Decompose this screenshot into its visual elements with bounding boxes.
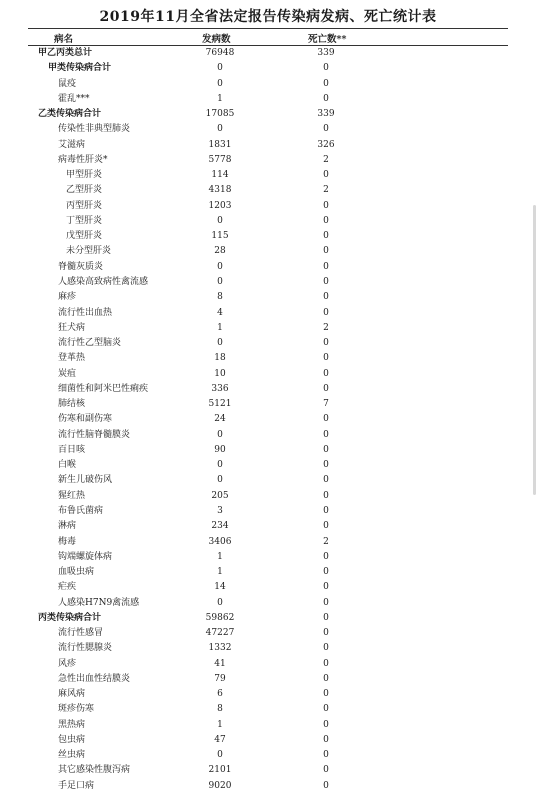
case-count: 14: [214, 582, 226, 593]
page-title: 2019年11月全省法定报告传染病发病、死亡统计表: [99, 9, 437, 25]
case-count: 8: [217, 292, 223, 303]
case-count: 3: [217, 505, 223, 516]
case-count: 114: [211, 170, 229, 181]
table-row: [28, 641, 508, 656]
death-count: 0: [323, 658, 329, 669]
case-count: 9020: [208, 780, 232, 791]
death-count: 0: [323, 78, 329, 89]
table-row: [28, 611, 508, 626]
disease-name: 疟疾: [58, 582, 77, 593]
disease-name: 淋病: [58, 521, 77, 532]
table-row: [28, 275, 508, 290]
table-row: [28, 657, 508, 672]
case-count: 0: [217, 276, 223, 287]
case-count: 76948: [205, 48, 235, 58]
table-row: [28, 138, 508, 153]
table-row: [28, 46, 508, 61]
disease-name: 登革热: [58, 353, 86, 364]
case-count: 205: [211, 490, 229, 501]
death-count: 0: [323, 170, 329, 181]
disease-name: 病毒性肝炎*: [58, 154, 108, 165]
disease-name: 人感染H7N9禽流感: [58, 597, 140, 608]
case-count: 5778: [208, 154, 232, 165]
table-row: [28, 748, 508, 763]
disease-name: 麻疹: [58, 292, 77, 303]
table-row: [28, 336, 508, 351]
case-count: 336: [211, 383, 229, 394]
death-count: 0: [323, 460, 329, 471]
table-body: [28, 46, 508, 794]
disease-name: 乙类传染病合计: [38, 109, 102, 120]
case-count: 1: [217, 322, 223, 333]
death-count: 0: [323, 215, 329, 226]
disease-name: 流行性乙型脑炎: [58, 338, 122, 349]
death-count: 0: [323, 521, 329, 532]
death-count: 326: [317, 139, 335, 150]
disease-name: 甲型肝炎: [66, 170, 103, 181]
case-count: 47: [214, 734, 226, 745]
scrollbar[interactable]: [533, 205, 536, 495]
disease-name: 血吸虫病: [58, 567, 95, 578]
death-count: 0: [323, 414, 329, 425]
table-row: [28, 306, 508, 321]
table-row: [28, 153, 508, 168]
table-row: [28, 321, 508, 336]
table-row: [28, 702, 508, 717]
disease-name: 肺结核: [58, 399, 86, 410]
table-row: [28, 550, 508, 565]
death-count: 0: [323, 582, 329, 593]
disease-name: 艾滋病: [58, 139, 86, 150]
death-count: 0: [323, 490, 329, 501]
disease-name: 梅毒: [58, 536, 77, 547]
table-row: [28, 443, 508, 458]
table-row: [28, 260, 508, 275]
death-count: 0: [323, 63, 329, 74]
table-row: [28, 244, 508, 259]
table-row: [28, 92, 508, 107]
case-count: 3406: [208, 536, 232, 547]
disease-name: 手足口病: [58, 780, 95, 791]
case-count: 1332: [208, 643, 232, 654]
case-count: 10: [214, 368, 226, 379]
case-count: 59862: [205, 612, 235, 623]
case-count: 6: [217, 689, 223, 700]
table-row: [28, 519, 508, 534]
table-row: [28, 397, 508, 412]
case-count: 0: [217, 63, 223, 74]
disease-name: 麻风病: [58, 689, 86, 700]
disease-name: 黑热病: [58, 719, 86, 730]
table-row: [28, 61, 508, 76]
table-row: [28, 122, 508, 137]
death-count: 0: [323, 353, 329, 364]
case-count: 2101: [208, 765, 232, 776]
death-count: 2: [323, 536, 329, 547]
case-count: 0: [217, 338, 223, 349]
death-count: 0: [323, 704, 329, 715]
disease-name: 猩红热: [58, 490, 86, 501]
death-count: 0: [323, 231, 329, 242]
case-count: 1: [217, 567, 223, 578]
death-count: 0: [323, 383, 329, 394]
disease-name: 细菌性和阿米巴性痢疾: [58, 383, 149, 394]
death-count: 0: [323, 261, 329, 272]
disease-name: 其它感染性腹泻病: [58, 765, 131, 776]
header-deaths: 死亡数**: [308, 34, 347, 45]
table-row: [28, 77, 508, 92]
death-count: 7: [323, 399, 329, 410]
case-count: 0: [217, 215, 223, 226]
disease-name: 传染性非典型肺炎: [58, 124, 131, 135]
table-row: [28, 489, 508, 504]
disease-name: 狂犬病: [58, 322, 86, 333]
death-count: 0: [323, 93, 329, 104]
death-count: 0: [323, 338, 329, 349]
case-count: 17085: [205, 109, 235, 120]
table-row: [28, 580, 508, 595]
death-count: 0: [323, 276, 329, 287]
disease-name: 流行性出血热: [58, 307, 113, 318]
table-row: [28, 290, 508, 305]
table-row: [28, 458, 508, 473]
death-count: 0: [323, 673, 329, 684]
disease-name: 脊髓灰质炎: [58, 261, 104, 272]
case-count: 1: [217, 719, 223, 730]
disease-name: 百日咳: [58, 444, 86, 455]
death-count: 0: [323, 429, 329, 440]
death-count: 0: [323, 750, 329, 761]
table-row: [28, 504, 508, 519]
death-count: 0: [323, 643, 329, 654]
death-count: 0: [323, 292, 329, 303]
table-row: [28, 535, 508, 550]
death-count: 0: [323, 780, 329, 791]
death-count: 0: [323, 505, 329, 516]
table-header: [28, 28, 508, 46]
case-count: 0: [217, 78, 223, 89]
death-count: 0: [323, 246, 329, 257]
case-count: 1: [217, 93, 223, 104]
disease-name: 人感染高致病性禽流感: [58, 276, 149, 287]
disease-name: 流行性脑脊髓膜炎: [58, 429, 131, 440]
death-count: 0: [323, 734, 329, 745]
disease-name: 丝虫病: [58, 750, 86, 761]
table-row: [28, 718, 508, 733]
disease-name: 未分型肝炎: [66, 246, 112, 257]
case-count: 47227: [205, 628, 235, 639]
disease-name: 伤寒和副伤寒: [58, 414, 113, 425]
table-row: [28, 229, 508, 244]
case-count: 234: [211, 521, 229, 532]
disease-name: 白喉: [58, 460, 77, 471]
table-row: [28, 763, 508, 778]
table-row: [28, 168, 508, 183]
case-count: 1: [217, 551, 223, 562]
case-count: 0: [217, 597, 223, 608]
case-count: 90: [214, 444, 226, 455]
table-row: [28, 107, 508, 122]
case-count: 4: [217, 307, 223, 318]
disease-name: 丙类传染病合计: [38, 612, 102, 623]
disease-name: 甲类传染病合计: [48, 63, 112, 74]
header-name: 病名: [54, 34, 74, 45]
disease-name: 乙型肝炎: [66, 185, 103, 196]
death-count: 0: [323, 307, 329, 318]
case-count: 0: [217, 460, 223, 471]
case-count: 0: [217, 124, 223, 135]
case-count: 115: [211, 231, 229, 242]
table-row: [28, 733, 508, 748]
death-count: 0: [323, 475, 329, 486]
disease-name: 流行性腮腺炎: [58, 643, 113, 654]
table-row: [28, 382, 508, 397]
disease-name: 鼠疫: [58, 78, 77, 89]
death-count: 0: [323, 444, 329, 455]
case-count: 4318: [208, 185, 232, 196]
table-row: [28, 351, 508, 366]
case-count: 0: [217, 475, 223, 486]
disease-name: 急性出血性结膜炎: [58, 673, 131, 684]
case-count: 28: [214, 246, 226, 257]
disease-name: 风疹: [58, 658, 77, 669]
table-row: [28, 428, 508, 443]
death-count: 0: [323, 628, 329, 639]
death-count: 2: [323, 154, 329, 165]
death-count: 339: [317, 109, 335, 120]
death-count: 339: [317, 48, 335, 58]
case-count: 1831: [208, 139, 232, 150]
disease-name: 戊型肝炎: [66, 231, 103, 242]
table-row: [28, 412, 508, 427]
case-count: 8: [217, 704, 223, 715]
death-count: 0: [323, 765, 329, 776]
case-count: 41: [214, 658, 226, 669]
death-count: 0: [323, 551, 329, 562]
case-count: 0: [217, 429, 223, 440]
disease-name: 流行性感冒: [58, 628, 104, 639]
disease-name: 布鲁氏菌病: [58, 505, 104, 516]
disease-name: 包虫病: [58, 734, 86, 745]
case-count: 24: [214, 414, 226, 425]
table-row: [28, 687, 508, 702]
death-count: 0: [323, 200, 329, 211]
table-row: [28, 596, 508, 611]
disease-name: 丁型肝炎: [66, 215, 103, 226]
table-row: [28, 626, 508, 641]
table-row: [28, 183, 508, 198]
disease-name: 甲乙丙类总计: [38, 48, 93, 58]
disease-name: 钩端螺旋体病: [58, 551, 113, 562]
death-count: 0: [323, 597, 329, 608]
header-cases: 发病数: [202, 34, 231, 45]
table-row: [28, 473, 508, 488]
death-count: 2: [323, 322, 329, 333]
case-count: 0: [217, 261, 223, 272]
death-count: 0: [323, 689, 329, 700]
table-row: [28, 367, 508, 382]
case-count: 1203: [208, 200, 232, 211]
death-count: 2: [323, 185, 329, 196]
death-count: 0: [323, 567, 329, 578]
death-count: 0: [323, 124, 329, 135]
death-count: 0: [323, 368, 329, 379]
case-count: 18: [214, 353, 226, 364]
table-row: [28, 565, 508, 580]
document-page: [28, 0, 508, 798]
table-row: [28, 672, 508, 687]
death-count: 0: [323, 612, 329, 623]
disease-name: 霍乱***: [58, 93, 90, 104]
table-row: [28, 199, 508, 214]
table-row: [28, 214, 508, 229]
disease-name: 丙型肝炎: [66, 200, 103, 211]
death-count: 0: [323, 719, 329, 730]
case-count: 5121: [208, 399, 232, 410]
disease-name: 新生儿破伤风: [58, 475, 113, 486]
disease-name: 炭疽: [58, 368, 77, 379]
disease-name: 斑疹伤寒: [58, 704, 95, 715]
case-count: 0: [217, 750, 223, 761]
case-count: 79: [214, 673, 226, 684]
table-row: [28, 779, 508, 794]
